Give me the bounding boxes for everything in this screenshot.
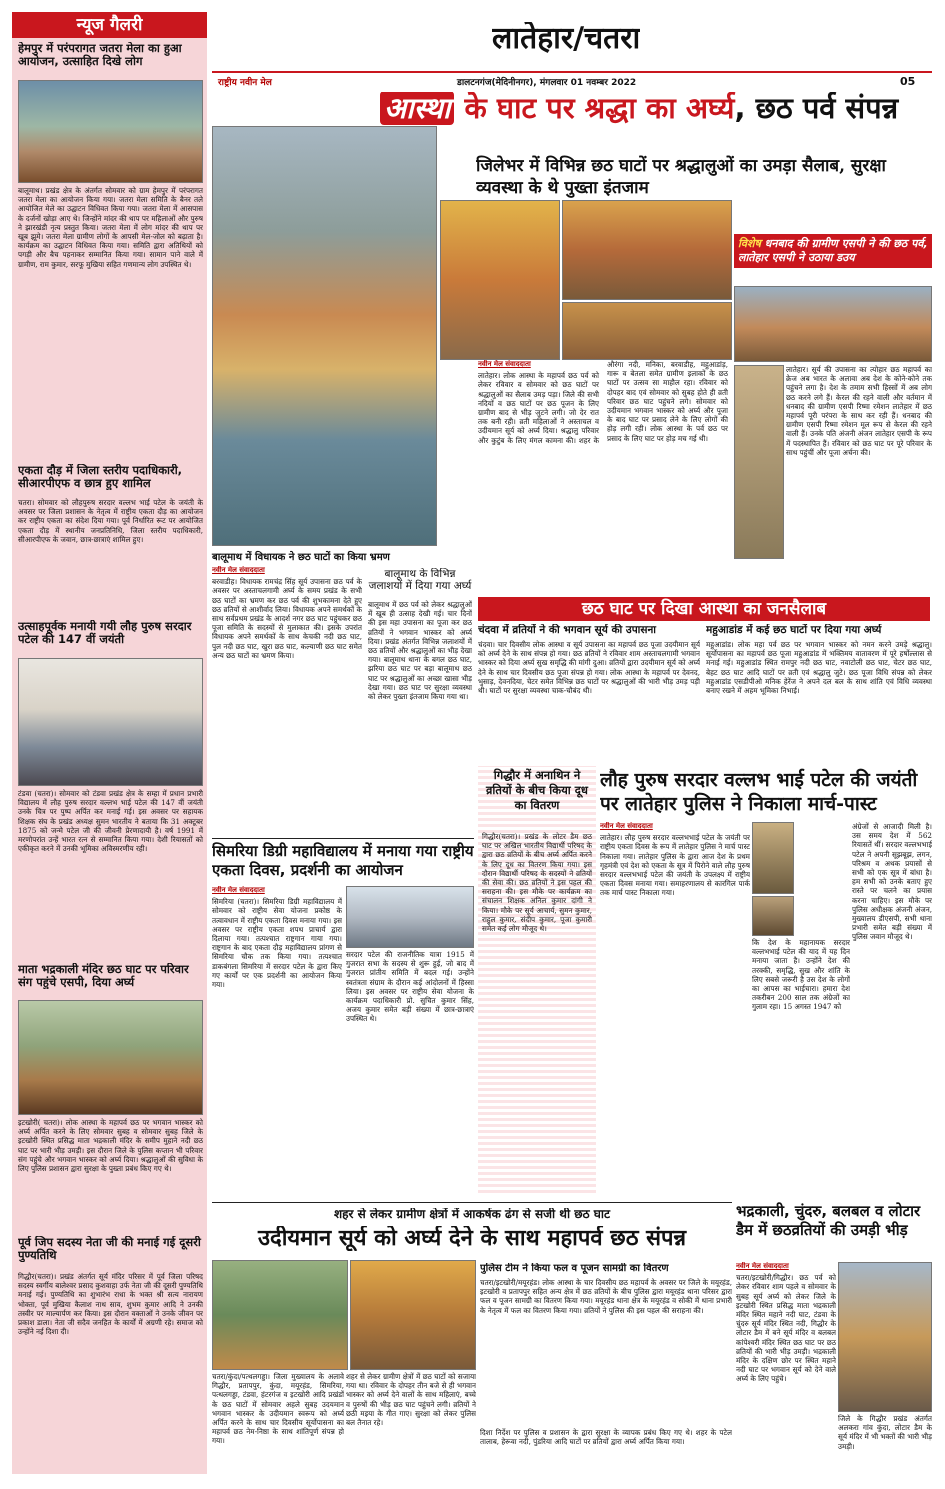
news-gallery-sidebar [12, 12, 207, 1474]
giddhaur-headline: गिद्धौर में अनाथिन ने व्रतियों के बीच किया दूध का वितरण [486, 768, 588, 812]
balumath-body-text: बरवाडीह। विधायक रामचंद्र सिंह सूर्य उपासना छठ पर्व के अवसर पर अस्ताचलगामी अर्घ्य के समय प्रखंड के सभी छठ घाटों का भ्रमण कर छठ पर्व की शुभकामना देते हुए छठ व्रतियों से आशीर्वाद लिया। विधायक अपने समर्थकों के साथ सर्वप्रथम प्रखंड के आदर्श नगर छठ घाट पहुंचकर छठ पूजा समिति के सदस्यों से मुलाकात की। इसके उपरांत विधायक अपने समर्थकों के साथ केचकी नदी छठ घाट, पुल नदी छठ घाट, खुरा छठ घाट, कल्याणी छठ घाट समेत अन्य छठ घाटों का भ्रमण किया। [212, 577, 362, 660]
masthead [212, 22, 932, 62]
special-body: लातेहार। सूर्य की उपासना का त्योहार छठ महापर्व का क्रेज अब भारत के अलावा अब देश के कोने-कोने तक पहुंचने लगा है। देश के तमाम सभी हिस्सों में अब लोग छठ करने लगे हैं। केरल की रहने वाली और वर्तमान में धनबाद की ग्रामीण एसपी रिष्मा रमेशन लातेहार में छठ महापर्व पूरी परंपरा के साथ कर रही हैं। धनबाद की ग्रामीण एसपी रिष्मा रमेशन मूल रूप से केरल की रहने वाली हैं। उनके पति अंजनी अंजन लातेहार एसपी के रूप में पदस्थापित हैं। रविवार को छठ घाट पर पूरे परिवार के साथ पहुंचीं और पूजा अर्चना की। [786, 365, 932, 457]
special-photo-sp-family [734, 286, 932, 362]
balumath-headline2: बालूमाथ के विभिन्न जलाशयों में दिया गया अर्घ्य [368, 568, 472, 593]
chandwa-body: चंदवा। चार दिवसीय लोक आस्था व सूर्य उपासना का महापर्व छठ पूजा उदयीमान सूर्य को अर्घ्य देने के साथ संपन्न हो गया। छठ व्रतियों ने रविवार शाम अस्ताचलगामी भगवान भास्कर को दिया अर्घ्य सुख समृद्धि की मांगी दुआ। व्रतियों द्वारा उदयीमान सूर्य को अर्घ्य देने के साथ चार दिवसीय छठ पूजा संपन्न हो गया। लोक आस्था के महापर्व पर देवनद, भुसाड़, देवनदिया, चेटर समेत विभिन्न छठ घाटों पर श्रद्धालुओं की भारी भीड़ उमड़ पड़ी थी। घाटों पर सुरक्षा व्यवस्था चाक-चौबंद थी। [478, 640, 700, 696]
lead-headline-part2: , छठ पर्व संपन्न [734, 92, 899, 125]
sidebar-story4-headline: माता भद्रकाली मंदिर छठ घाट पर परिवार संग पहुंचे एसपी, दिया अर्घ्य [18, 963, 189, 990]
bottom-body2: शहर से लेकर ग्रामीण क्षेत्रों में छठ घाटों को सजाया गया था। रविवार के दोपहर तीन बजे से ही भगवान भास्कर को अर्घ्य देने वालों के साथ महिलाएं, बच्चे व पुरुषों की भीड़ छठ घाट पहुंचने लगी। व्रतियों ने छठी मइया के गीत गाए। सुरक्षा को लेकर पुलिस बल तैनात रहे। [346, 1372, 476, 1428]
lead-photo-offering-basket [562, 302, 732, 360]
lead-photo-devotees-water [212, 126, 437, 546]
chandwa-headline: चंदवा में व्रतियों ने की भगवान सूर्य की उपासना [478, 624, 657, 636]
bottom-kicker: शहर से लेकर ग्रामीण क्षेत्रों में आकर्षक ढंग से सजी थी छठ घाट [333, 1208, 611, 1221]
bottom-body1: चतरा/कुंदा/पत्थलगड्डा। जिला मुख्यालय के अलावे गिद्धौर, प्रतापपुर, कुंदा, मयूरहंड, सिमरिया, पत्थलगड्डा, टंडवा, हंटरगंज व इटखोरी आदि प्रखंडों के छठ घाटों में सोमवार अहले सुबह उदयमान भगवान भास्कर के उदीयमान स्वरूप को अर्घ्य अर्पित करने के साथ चार दिवसीय सूर्योपासना का महापर्व छठ नेम-निष्ठा के साथ शांतिपूर्ण संपन्न हो गया। [212, 1372, 344, 1446]
lead-headline-part1: के घाट पर श्रद्धा का [454, 92, 686, 125]
page-number: 05 [900, 75, 916, 88]
patel-photo-portrait [752, 822, 794, 894]
balumath-body2: बालूमाथ में छठ पर्व को लेकर श्रद्धालुओं में खूब ही उत्साह देखी गई। चार दिनों की इस महा उपासना का पूजा कर छठ व्रतियों ने भगवान भास्कर को अर्घ्य दिया। प्रखंड अंतर्गत विभिन्न जलाशयों में छठ व्रतियों और श्रद्धालुओं का भीड़ देखा गया। बालूमाथ थाना के बगल छठ घाट, झरिया छठ घाट पर बड़ा बालूमाथ छठ घाट पर श्रद्धालुओं का अच्छा खासा भीड़ देखा गया। छठ घाट पर सुरक्षा व्यवस्था को लेकर पुख्ता इंतजाम किया गया था। [368, 600, 472, 702]
sidebar-story4-body: इटखोरी( चतरा)। लोक आस्था के महापर्व छठ पर भगवान भास्कर को अर्घ्य अर्पित करने के लिए सोमवार सुबह व सोमवार सुबह जिले के इटखोरी स्थित प्रसिद्ध माता भद्रकाली मंदिर के समीप मुहाने नदी छठ घाट पर भारी भीड़ उमड़ी। इस दौरान जिले के पुलिस कप्तान भी परिवार संग पहुंचे और भगवान भास्कर को अर्घ्य दिया। श्रद्धालुओं की सुविधा के लिए पुलिस प्रशासन द्वारा सुरक्षा के पुख्ता प्रबंध किए गए थे। [18, 1118, 203, 1174]
sidebar-story3-headline: उत्साहपूर्वक मनायी गयी लौह पुरुष सरदार पटेल की 147 वीं जयंती [18, 620, 192, 647]
sidebar-photo-sp-chhath [18, 1000, 203, 1115]
bhadrakali-photo-devotees [838, 1262, 932, 1412]
police-body2: दिशा निर्देश पर पुलिस व प्रशासन के द्वारा सुरक्षा के व्यापक प्रबंध किए गए थे। शहर के पटेल तालाब, हेरूवा नदी, पुंडरिया आदि घाटों पर व्रतियों द्वारा अर्घ्य अर्पित किया गया। [480, 1428, 732, 1447]
police-headline: पुलिस टीम ने किया फल व पूजन सामग्री का वितरण [480, 1263, 669, 1274]
lead-subheadline: जिलेभर में विभिन्न छठ घाटों पर श्रद्धालुओं का उमड़ा सैलाब, सुरक्षा व्यवस्था के थे पुख्ता इंतजाम [476, 156, 886, 198]
sidebar-photo-jatra-dance [18, 80, 203, 183]
simaria-headline: सिमरिया डिग्री महाविद्यालय में मनाया गया राष्ट्रीय एकता दिवस, प्रदर्शनी का आयोजन [212, 842, 474, 879]
bhadrakali-body [736, 1262, 836, 1472]
bottom-photo-police-distribution [212, 1260, 348, 1370]
police-body: चतरा/इटखोरी/मयूरहंड। लोक आस्था के चार दिवसीय छठ महापर्व के अवसर पर जिले के मयूरहंड, इटखोरी व प्रतापपुर सहित अन्य क्षेत्र में छठ व्रतियों के बीच पुलिस द्वारा मयूरहंड थाना परिसर द्वारा फल व पूजन सामग्री का वितरण किया गया। मयूरहंड थाना क्षेत्र के मयूरहंड व सोकी में थाना प्रभारी के नेतृत्व में फल का वितरण किया गया। व्रतियों ने पुलिस की इस पहल की सराहना की। [480, 1278, 732, 1315]
giddhaur-body: गिद्धौर(चतरा)। प्रखंड के लोटर डैम छठ घाट पर अखिल भारतीय विद्यार्थी परिषद के द्वारा छठ व्रतियों के बीच अर्घ्य अर्पित करने के लिए दूध का वितरण किया गया। इस दौरान विद्यार्थी परिषद के सदस्यों ने व्रतियों की सेवा की। छठ व्रतियों ने इस पहल की सराहना की। इस मौके पर कार्यक्रम का संचालन शिक्षक अनिल कुमार दांगी ने किया। मौके पर सूर्य आचार्य, सुमन कुमार, राहुल कुमार, संदीप कुमार, पूजा कुमारी समेत कई लोग मौजूद थे। [482, 832, 592, 934]
bottom-headline: उदीयमान सूर्य को अर्घ्य देने के साथ महापर्व छठ संपन्न [257, 1226, 687, 1251]
giddhaur-box [478, 766, 596, 1196]
sidebar-story5-headline: पूर्व जिप सदस्य नेता जी की मनाई गई दूसरी पुण्यतिथि [18, 1236, 201, 1263]
sidebar-story5-body: गिद्धौर(चतरा)। प्रखंड अंतर्गत सूर्य मंदिर परिसर में पूर्व जिला परिषद सदस्य स्वर्गीय बालेश्वर प्रसाद कुशवाहा उर्फ नेता जी की दूसरी पुण्यतिथि मनाई गई। पुण्यतिथि का शुभारंभ राधा के भक्त श्री सत्य नारायण भोक्ता, पूर्व मुखिया कैलाश नाथ साव, शुभम कुमार आदि ने उनकी तस्वीर पर माल्यार्पण कर किया। इस दौरान वक्ताओं ने उनके जीवन पर प्रकाश डाला। नेता जी सदैव जनहित के कार्यों में अग्रणी रहे। समाज को उन्होंने नई दिशा दी। [18, 1272, 203, 1337]
patel-body3: अंग्रेजों से आजादी मिली है। उस समय देश में 562 रियासतें थीं। सरदार वल्लभभाई पटेल ने अपनी सूझबूझ, लगन, परिश्रम व अथक प्रयासों से सभी को एक सूत्र में बांधा है। हम सभी को उनके बताए हुए रास्ते पर चलने का प्रयास करना चाहिए। इस मौके पर पुलिस अधीक्षक अंजनी अंजन, मुख्यालय डीएसपी, सभी थाना प्रभारी समेत बड़ी संख्या में पुलिस जवान मौजूद थे। [852, 822, 932, 942]
simaria-byline: नवीन मेल संवाददाता [212, 886, 265, 894]
mahuadanr-body: महुआडांड। लोक महा पर्व छठ पर भगवान भास्कर को नमन करने उमड़े श्रद्धालु। सूर्योपासना का महापर्व छठ पूजा महुआडांड में भक्तिमय वातावरण में पूरे हर्षोल्लास से मनाई गई। महुआडांड स्थित रामपुर नदी छठ घाट, नवाटोली छठ घाट, चेटर छठ घाट, बेहट छठ घाट आदि घाटों पर व्रती एवं श्रद्धालु जुटे। छठ पूजा विधि संपन्न को लेकर महुआडांड एसडीपीओ मनिक हेरेंज ने अपने दल बल के साथ शांति एवं विधि व्यवस्था बनाए रखने में अहम भूमिका निभाई। [706, 640, 932, 696]
special-photo-side [734, 365, 784, 559]
paper-name: राष्ट्रीय नवीन मेल [218, 78, 272, 88]
balumath-byline: नवीन मेल संवाददाता [212, 566, 265, 574]
divider [212, 1202, 732, 1203]
bhadrakali-headline: भद्रकाली, चुंदरु, बलबल व लोटार डैम में छठव्रतियों की उमड़ी भीड़ [736, 1202, 921, 1239]
patel-body [600, 822, 750, 1017]
bottom-photo-ghat [350, 1260, 476, 1370]
lead-headline-kicker: आस्था [380, 92, 454, 125]
lead-photo-ghat-crowd [562, 200, 732, 300]
lead-photo-women-offering [440, 200, 560, 360]
lead-byline: नवीन मेल संवाददाता [478, 360, 531, 368]
chhath-band-headline: छठ घाट पर दिखा आस्था का जनसैलाब [478, 597, 930, 621]
balumath-body [212, 566, 362, 836]
mahuadanr-headline: महुआडांड में कई छठ घाटों पर दिया गया अर्घ्य [706, 624, 882, 636]
sidebar-story2-headline: एकता दौड़ में जिला स्तरीय पदाधिकारी, सीआरपीएफ व छात्र हुए शामिल [18, 464, 183, 491]
patel-photo-march [752, 896, 794, 936]
special-text: धनबाद की ग्रामीण एसपी ने की छठ पर्व, लातेहार एसपी ने उठाया डउय [738, 237, 928, 264]
sidebar-story3-body: टंडवा (चतरा)। सोमवार को टंडवा प्रखंड क्षेत्र के सम्हा में प्रधान प्रभारी विद्यालय में लौह पुरुष सरदार वल्लभ भाई पटेल की 147 वीं जयंती उनके चित्र पर पुष्प अर्पित कर मनाई गई। इस अवसर पर सहायक शिक्षक संघ के प्रखंड अध्यक्ष सुमन भारतीय ने बताया कि 31 अक्टूबर 1875 को जन्मे पटेल जी की जीवनी प्रेरणादायी है। वर्ष 1991 में मरणोपरांत उन्हें भारत रत्न से सम्मानित किया गया। देशी रियासतों को एकीकृत करने में उनकी भूमिका अविस्मरणीय रही। [18, 789, 203, 854]
simaria-body [212, 886, 342, 1196]
lead-photo-caption: बालूमाथ में विधायक ने छठ घाटों का किया भ्रमण [212, 552, 390, 563]
bhadrakali-body-text: चतरा/इटखोरी/गिद्धौर। छठ पर्व को लेकर रविवार शाम पहले व सोमवार के सुबह सूर्य अर्घ्य को लेकर जिले के इटखोरी स्थित प्रसिद्ध माता भद्रकाली मंदिर स्थित महाने नदी घाट, टंडवा के चुंदरु सूर्य मंदिर स्थित नदी, गिद्धौर के लोटार डैम में बने सूर्य मंदिर व बलबल कांपेश्वरी मंदिर स्थित छठ घाट पर छठ व्रतियों की भारी भीड़ उमड़ी। भद्रकाली मंदिर के दक्षिण छोर पर स्थित महाने नदी घाट पर भगवान सूर्य को देने वाले अर्घ्य के लिए पहुंचे। [736, 1273, 836, 1384]
bhadrakali-byline: नवीन मेल संवाददाता [736, 1262, 789, 1270]
patel-byline: नवीन मेल संवाददाता [600, 822, 653, 830]
sidebar-title: न्यूज गैलरी [12, 12, 207, 38]
simaria-photo-exhibition [346, 886, 474, 948]
section-title: लातेहार/चतरा [492, 22, 641, 56]
special-tag: विशेष [738, 237, 761, 250]
lead-body [478, 360, 728, 560]
lead-headline [380, 92, 932, 138]
lead-headline-red: अर्घ्य [685, 92, 735, 125]
patel-body-text: लातेहार। लौह पुरुष सरदार वल्लभभाई पटेल के जयंती पर राष्ट्रीय एकता दिवस के रूप में लातेहार पुलिस ने मार्च पास्ट निकाला गया। लातेहार पुलिस के द्वारा आज देश के प्रथम गृहमंत्री एवं देश को एकता के सूत्र में पिरोने वाले लौह पुरुष सरदार वल्लभभाई पटेल की जयंती के उपलक्ष्य में राष्ट्रीय एकता दिवस मनाया गया। समाहरणालय से कारगिल पार्क तक मार्च पास्ट निकाला गया। [600, 833, 750, 898]
sidebar-story2-body: चतरा। सोमवार को लौहपुरुष सरदार वल्लभ भाई पटेल के जयंती के अवसर पर जिला प्रशासन के नेतृत्व में राष्ट्रीय एकता दौड़ का आयोजन कर राष्ट्रीय एकता का संदेश दिया गया। पूर्व निर्धारित रूट पर आयोजित एकता दौड़ में स्थानीय जनप्रतिनिधि, जिला स्तरीय पदाधिकारी, सीआरपीएफ के जवान, छात्र-छात्राएं शामिल हुए। [18, 498, 203, 544]
sidebar-photo-patel-jayanti [18, 658, 203, 786]
simaria-body2: सरदार पटेल की राजनीतिक यात्रा 1915 में गुजरात सभा के सदस्य से शुरू हुई, जो बाद में गुजरात प्रांतीय समिति में बदल गई। उन्होंने स्वतंत्रता संग्राम के दौरान कई आंदोलनों में हिस्सा लिया। इस अवसर पर राष्ट्रीय सेवा योजना के कार्यक्रम पदाधिकारी प्रो. सुचित कुमार सिंह, अजय कुमार समेत बड़ी संख्या में छात्र-छात्राएं उपस्थित थे। [346, 950, 474, 1024]
divider [212, 838, 474, 839]
dateline: डालटनगंज(मेदिनीनगर), मंगलवार 01 नवम्बर 2022 [457, 78, 637, 88]
patel-body2: कि देश के महानायक सरदार वल्लभभाई पटेल की याद में यह दिन मनाया जाता है। उन्होंने देश की तरक्की, समृद्धि, सुख और शांति के लिए सबसे जरूरी है उस देश के लोगों का आपस का भाईचारा। हमारा देश तकरीबन 200 साल तक अंग्रेजों का गुलाम रहा। 15 अगस्त 1947 को [752, 938, 850, 1012]
sidebar-story1-headline: हेमपुर में परंपरागत जतरा मेला का हुआ आयोजन, उत्साहित दिखे लोग [18, 42, 182, 69]
lead-body-text: लातेहार। लोक आस्था के महापर्व छठ पर्व को लेकर रविवार व सोमवार को छठ घाटों पर श्रद्धालुओं का सैलाब उमड़ पड़ा। जिले की सभी नदियों व छठ घाटों पर छठ पूजन के लिए ग्रामीण बाद से भीड़ जुटने लगी। जो देर रात तक बनी रही। व्रती महिलाओं ने अस्ताचल व उदीयमान सूर्य को अर्घ्य दिया। श्रद्धालु परिवार और कुटुंब के लिए मंगल कामना की। शहर के औरंगा नदी, मनिका, बरवाडीह, महुआडांड़, गारू व बेतला समेत ग्रामीण इलाकों के छठ घाटों पर उत्सव सा माहौल रहा। रविवार को दोपहर बाद एवं सोमवार को सुबह होते ही व्रती परिवार छठ घाट पहुंचने लगे। सोमवार को उदीयमान भगवान भास्कर को अर्घ्य और पूजा के बाद घाट पर प्रसाद लेने के लिए लोगों की होड़ लगी रही। लोक आस्था के पर्व छठ पर प्रसाद के लिए घाट पर होड़ मच गई थी। [478, 360, 728, 445]
patel-headline: लौह पुरुष सरदार वल्लभ भाई पटेल की जयंती पर लातेहार पुलिस ने निकाला मार्च-पास्ट [600, 769, 918, 815]
special-headline [734, 234, 932, 268]
sidebar-story1-body: बालूमाथ। प्रखंड क्षेत्र के अंतर्गत सोमवार को ग्राम हेमपुर में परंपरागत जतरा मेला का आयोजन किया गया। जतरा मेला समिति के बैनर तले आयोजित मेले का उद्घाटन विधिवत किया गया। जतरा मेला में आसपास के दर्जनों खोड़ा आए थे। जिन्होंने मांदर की थाप पर महिलाओं और पुरुष ने झारखंडी नृत्य प्रस्तुत किया। जतरा मेला में लोग मांदर की थाप पर खूब झूमे। जतरा मेला ग्रामीण लोगों के आपसी मेल-जोल को बढ़ाता है। कार्यक्रम का उद्घाटन विधिवत किया गया। समिति द्वारा अतिथियों को पगड़ी और बैच पहनाकर सम्मानित किया गया। सामान पाने वाले में ग्रामीण, राम कुमार, सरफू मुखिया सहित गणमान्य लोग उपस्थित थे। [18, 186, 203, 269]
dateline-bar [212, 71, 932, 87]
simaria-body-text: सिमरिया (चतरा)। सिमरिया डिग्री महाविद्यालय में सोमवार को राष्ट्रीय सेवा योजना प्रकोष्ठ के तत्वावधान में राष्ट्रीय एकता दिवस मनाया गया। इस अवसर पर राष्ट्रीय एकता शपथ प्राचार्य द्वारा दिलाया गया। तत्पश्चात राष्ट्रगान गाया गया। राष्ट्रगान के बाद एकता दौड़ महाविद्यालय प्रांगण से सिमरिया चौक तक किया गया। तत्पश्चात डाकबंगला सिमरिया में सरदार पटेल के द्वारा किए गए कार्यों पर एक प्रदर्शनी का आयोजन किया गया। [212, 897, 342, 990]
bhadrakali-caption: जिले के गिद्धौर प्रखंड अंतर्गत अलकरा गांव कुंदा, लोटार डैम के सूर्य मंदिर में भी भक्तों की भारी भीड़ उमड़ी। [838, 1414, 932, 1451]
